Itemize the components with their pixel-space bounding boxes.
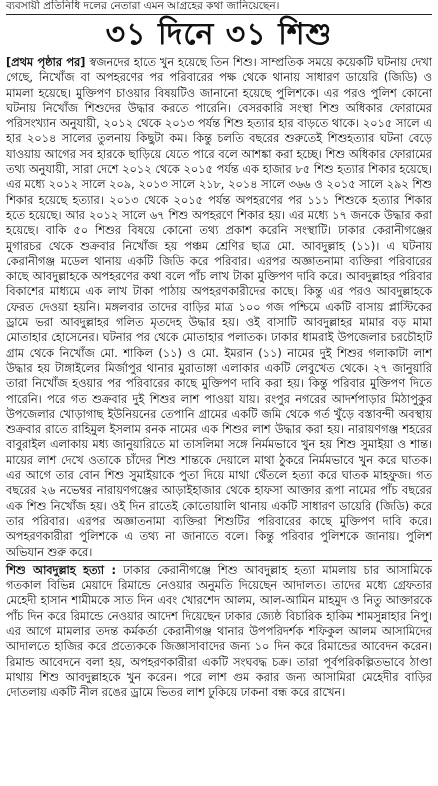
continuation-tag: [প্রথম পৃষ্ঠার পর] — [6, 56, 86, 69]
previous-article-tail: ব্যবসায়ী প্রতিনিধি দলের নেতারা এমন আগ্রহের কথা জানিয়েছেন। — [6, 0, 432, 15]
paragraph-text: স্বজনদের হাতে খুন হয়েছে তিন শিশু। সাম্প্রতিক সময়ে কয়েকটি ঘটনায় দেখা গেছে, নিখোঁজ বা অপহরণের পর পরিবারের পক্ষ থেকে থানায় সাধারণ ডায়েরি (জিডি) ও মামলা হয়েছে। মুক্তিপণ চাওয়ার বিষয়টিও জানানো হয়েছে পুলিশকে। এর পরও পুলিশ কোনো ঘটনায় নিখোঁজ শিশুদের উদ্ধার করতে পারেনি। বেসরকারি সংস্থা শিশু অধিকার ফোরামের পরিসংখ্যান অনুযায়ী, ২০১২ থেকে ২০১৩ পর্যন্ত শিশু হত্যার হার বাড়তে থাকে। ২০১৫ সালে এ হার ২০১৪ সালের তুলনায় কিছুটা কম। কিন্তু চলতি বছরের শুরুতেই শিশুহত্যার ঘটনা বেড়ে যাওয়ায় আগের সব হারকে ছাড়িয়ে যেতে পারে বলে আশঙ্কা করা হচ্ছে। শিশু অধিকার ফোরামের তথ্য অনুযায়ী, সারা দেশে ২০১২ থেকে ২০১৫ পর্যন্ত এক হাজার ৮৫ শিশু হত্যার শিকার হয়েছে। এর মধ্যে ২০১২ সালে ২০৯, ২০১৩ সালে ২১৮, ২০১৪ সালে ৩৬৬ ও ২০১৫ সালে ২৯২ শিশু শিকার হয়েছে হত্যার। ২০১৩ থেকে ২০১৫ পর্যন্ত অপহরণের পর ১১১ শিশুকে হত্যার শিকার হতে হয়েছে। আর ২০১২ সালে ৬৭ শিশু অপহরণে শিকার হয়। এর মধ্যে ১৭ জনকে উদ্ধার করা হয়েছে। বাকি ৫০ শিশুর বিষয়ে কোনো তথ্য প্রকাশ করেনি সংস্থাটি। ঢাকার কেরানীগঞ্জের মুগারচর থেকে শুক্রবার নিখোঁজ হয় পঞ্চম শ্রেণির ছাত্র মো. আবদুল্লাহ (১১)। এ ঘটনায় কেরানীগঞ্জ মডেল থানায় একটি জিডি করে পরিবার। এরপর অজ্ঞাতনামা ব্যক্তিরা পরিবারের কাছে আবদুল্লাহকে অপহরণের কথা বলে পাঁচ লাখ টাকা মুক্তিপণ দাবি করে। আবদুল্লাহর পরিবার বিকাশের মাধ্যমে এক লাখ টাকা পাঠায় অপহরণকারীদের কাছে। কিন্তু এর পরও আবদুল্লাহকে ফেরত দেওয়া হয়নি। মঙ্গলবার তাদের বাড়ির মাত্র ১০০ গজ পশ্চিমে একটি বাসায় প্লাস্টিকের ড্রামে ভরা আবদুল্লাহর গলিত মৃতদেহ উদ্ধার হয়। ওই বাসাটি আবদুল্লাহর মামার বড় মামা মোতাহার হোসেনের। ঘটনার পর থেকে মোতাহার পলাতক। ঢাকার ধামরাই উপজেলার চরচৌহাট গ্রাম থেকে নিখোঁজ মো. শাকিল (১১) ও মো. ইমরান (১১) নামের দুই শিশুর গলাকাটা লাশ উদ্ধার হয় টাঙ্গাইলের মির্জাপুর থানার মুরাতাঙ্গা এলাকার একটি লেবুখেত থেকে। ২৭ জানুয়ারি তারা নিখোঁজ হওয়ার পর পরিবারের কাছে মুক্তিপণ দাবি করা হয়। কিন্তু পরিবার মুক্তিপণ দিতে পারেনি। পরে গত শুক্রবার দুই শিশুর লাশ পাওয়া যায়। রংপুর নগরের আদর্শপাড়ার মিঠাপুকুর উপজেলার খোড়াগাছ ইউনিয়নের তেপানি গ্রামের একটি জমি থেকে গর্ত খুঁড়ে বস্তাবন্দী অবস্থায় শুক্রবার রাতে রাহিমুল ইসলাম রনক নামের এক শিশুর লাশ উদ্ধার করা হয়। নারায়ণগঞ্জ শহরের বাবুরাইল এলাকায় মধ্য জানুয়ারিতে মা তাসলিমা সঙ্গে নির্মমভাবে খুন হয় শিশু সুমাইয়া ও শান্ত। মায়ের লাশ দেখে ওতাকে চাঁদের শিশু শান্তকে দেয়ালে মাথা ঠুকরে নির্মমভাবে খুন করে ঘাতক। এর আগে তার বোন শিশু সুমাইয়াকে পুতা দিয়ে মাথা থেঁতলে হত্যা করে ঘাতক মাহফুজ। গত বছরের ২৬ নভেম্বর নারায়ণগঞ্জের আড়াইহাজার থেকে হাফসা আক্তার রূপা নামের পাঁচ বছরের এক শিশু নিখোঁজ হয়। ওই দিন রাতেই কোতোয়ালি থানায় একটি সাধারণ ডায়েরি (জিডি) করে তার পরিবার। এরপর অজ্ঞাতনামা ব্যক্তিরা শিশুটির পরিবারের কাছে মুক্তিপণ দাবি করে। অপহরণকারীরা পুলিশকে এ তথ্য না জানাতে বলে। কিন্তু পরিবার পুলিশকে জানায়। পুলিশ অভিযান শুরু করে। — [6, 56, 432, 559]
article-paragraph-main — [6, 55, 432, 560]
article-paragraph-abdullah — [6, 560, 432, 701]
subhead-abdullah-murder: শিশু আবদুল্লাহ হত্যা : — [6, 563, 116, 577]
paragraph-text: ঢাকার কেরানীগঞ্জে শিশু আবদুল্লাহ হত্যা মামলায় চার আসামিকে গতকাল বিভিন্ন মেয়াদে রিমান্ডে নেওয়ার অনুমতি দিয়েছেন আদালত। তাদের মধ্যে গ্রেফতার মেহেদী হাসান শামীমকে সাত দিন এবং খোরশেদ আলম, আল-আমিন মাহমুদ ও নিতু আক্তারকে পাঁচ দিন করে রিমান্ডে নেওয়ার আদেশ দিয়েছেন ঢাকার জ্যেষ্ঠ বিচারিক হাকিম শামসুন্নাহার নিপু। এর আগে মামলার তদন্ত কর্মকর্তা কেরানীগঞ্জ থানার উপপরিদর্শক শফিকুল আলম আসামিদের আদালতে হাজির করে প্রত্যেককে জিজ্ঞাসাবাদের জন্য ১০ দিন করে রিমান্ডের আবেদন করেন। রিমান্ড আবেদনে বলা হয়, অপহরণকারীরা একটি সংঘবদ্ধ চক্র। তারা পূর্বপরিকল্পিতভাবে ঠাণ্ডা মাথায় শিশু আবদুল্লাহকে খুন করেন। পরে লাশ গুম করার জন্য আসামিরা মেহেদীর বাড়ির দোতলায় একটি নীল রঙের ড্রামে ভিতর লাশ ঢুকিয়ে ঢাকনা বন্ধ করে রাখেন। — [6, 563, 432, 700]
article-body — [6, 55, 432, 700]
headline: ৩১ দিনে ৩১ শিশু — [105, 17, 333, 52]
